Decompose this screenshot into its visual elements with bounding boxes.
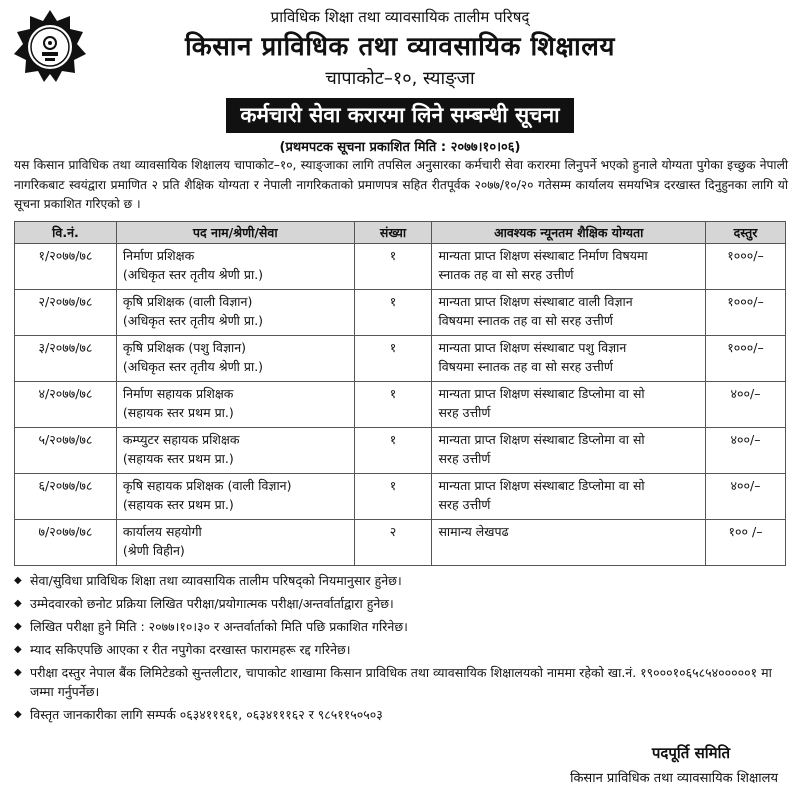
qualification-line: मान्यता प्राप्त शिक्षण संस्थाबाट डिप्लोमा वा सो [438, 431, 645, 447]
post-name: निर्माण सहायक प्रशिक्षक [122, 385, 234, 401]
vacancy-table [14, 221, 786, 566]
list-item: ◆ विस्तृत जानकारीका लागि सम्पर्क ०६३४१११६१, ०६३४१११६२ र ९८५११५०५०३ [14, 705, 788, 724]
cell-fee: ४००/– [706, 473, 786, 519]
organization-name: प्राविधिक शिक्षा तथा व्यावसायिक तालीम परिषद् [270, 8, 530, 26]
cell-qualification [432, 289, 706, 335]
signature-organization: किसान प्राविधिक तथा व्यावसायिक शिक्षालय [570, 771, 778, 786]
column-header-qualification: आवश्यक न्यूनतम शैक्षिक योग्यता [432, 221, 706, 243]
qualification-line: सामान्य लेखपढ [438, 523, 509, 539]
signature-block [570, 743, 778, 786]
cell-count: १ [354, 243, 432, 289]
qualification-line: मान्यता प्राप्त शिक्षण संस्थाबाट वाली विज्ञान [438, 293, 633, 309]
table-row [15, 519, 786, 565]
cell-sn: ७/२०७७/७८ [15, 519, 117, 565]
list-item: ◆ सेवा/सुविधा प्राविधिक शिक्षा तथा व्यावसायिक तालीम परिषद्को नियमानुसार हुनेछ। [14, 571, 788, 590]
cell-qualification [432, 381, 706, 427]
post-level: (सहायक स्तर प्रथम प्रा.) [122, 450, 234, 466]
cell-count: १ [354, 289, 432, 335]
cell-post [116, 519, 354, 565]
qualification-line: सरह उत्तीर्ण [438, 404, 491, 420]
cell-fee: १०० /– [706, 519, 786, 565]
cell-count: २ [354, 519, 432, 565]
post-name: निर्माण प्रशिक्षक [122, 247, 195, 263]
table-row [15, 335, 786, 381]
qualification-line: मान्यता प्राप्त शिक्षण संस्थाबाट निर्माण विषयमा [438, 247, 648, 263]
qualification-line: सरह उत्तीर्ण [438, 496, 491, 512]
column-header-count: संख्या [354, 221, 432, 243]
post-level: (श्रेणी विहीन) [122, 542, 185, 558]
cell-sn: ३/२०७७/७८ [15, 335, 117, 381]
column-header-fee: दस्तुर [706, 221, 786, 243]
cell-post [116, 335, 354, 381]
qualification-line: विषयमा स्नातक तह वा सो सरह उत्तीर्ण [438, 358, 613, 374]
cell-post [116, 289, 354, 335]
letterhead [0, 0, 800, 98]
cell-fee: ४००/– [706, 427, 786, 473]
notice-intro: यस किसान प्राविधिक तथा व्यावसायिक शिक्षालय चापाकोट–१०, स्याङ्जाका लागि तपसिल अनुसारका कर्मचारी सेवा करारमा लिनुपर्ने भएको हुनाले योग्यता पुगेका इच्छुक नेपाली नागरिकबाट स्वयंद्वारा प्रमाणित २ प्रति शैक्षिक योग्यता र नेपाली नागरिकताको प्रमाणपत्र सहित रीतपूर्वक २०७७/१०/२० गतेसम्म कार्यालय समयभित्र दरखास्त दिनुहुनका लागि यो सूचना प्रकाशित गरिएको छ । [14, 158, 788, 211]
cell-sn: १/२०७७/७८ [15, 243, 117, 289]
cell-sn: ५/२०७७/७८ [15, 427, 117, 473]
cell-sn: २/२०७७/७८ [15, 289, 117, 335]
cell-post [116, 427, 354, 473]
qualification-line: सरह उत्तीर्ण [438, 450, 491, 466]
cell-sn: ४/२०७७/७८ [15, 381, 117, 427]
cell-count: १ [354, 473, 432, 519]
list-item: ◆ उम्मेदवारको छनोट प्रक्रिया लिखित परीक्षा/प्रयोगात्मक परीक्षा/अन्तर्वार्ताद्वारा हुनेछ। [14, 594, 788, 613]
qualification-line: मान्यता प्राप्त शिक्षण संस्थाबाट डिप्लोमा वा सो [438, 385, 645, 401]
list-item: ◆ लिखित परीक्षा हुने मिति : २०७७।१०।३० र अन्तर्वार्ताको मिति पछि प्रकाशित गरिनेछ। [14, 617, 788, 636]
qualification-line: मान्यता प्राप्त शिक्षण संस्थाबाट पशु विज्ञान [438, 339, 627, 355]
terms-list [14, 571, 788, 724]
table-row [15, 427, 786, 473]
cell-post [116, 381, 354, 427]
cell-post [116, 473, 354, 519]
notice-title-bar [0, 98, 800, 133]
list-item: ◆ म्याद सकिएपछि आएका र रीत नपुगेका दरखास्त फारामहरू रद्द गरिनेछ। [14, 640, 788, 659]
qualification-line: मान्यता प्राप्त शिक्षण संस्थाबाट डिप्लोमा वा सो [438, 477, 645, 493]
cell-qualification [432, 335, 706, 381]
cell-fee: १०००/– [706, 335, 786, 381]
cell-qualification [432, 473, 706, 519]
published-date: (प्रथमपटक सूचना प्रकाशित मिति : २०७७।१०।०६) [279, 140, 521, 155]
cell-fee: ४००/– [706, 381, 786, 427]
qualification-line: विषयमा स्नातक तह वा सो सरह उत्तीर्ण [438, 312, 613, 328]
post-name: कार्यालय सहयोगी [122, 523, 202, 539]
cell-count: १ [354, 427, 432, 473]
committee-title: पदपूर्ति समिति [651, 744, 730, 762]
school-address: चापाकोट–१०, स्याङ्जा [325, 68, 475, 89]
table-row [15, 243, 786, 289]
column-header-post: पद नाम/श्रेणी/सेवा [116, 221, 354, 243]
cell-count: १ [354, 335, 432, 381]
post-level: (सहायक स्तर प्रथम प्रा.) [122, 496, 234, 512]
post-level: (सहायक स्तर प्रथम प्रा.) [122, 404, 234, 420]
table-row [15, 381, 786, 427]
post-name: कृषि प्रशिक्षक (पशु विज्ञान) [122, 339, 247, 355]
post-name: कृषि प्रशिक्षक (वाली विज्ञान) [122, 293, 253, 309]
table-row [15, 473, 786, 519]
cell-fee: १०००/– [706, 289, 786, 335]
post-name: कृषि सहायक प्रशिक्षक (वाली विज्ञान) [122, 477, 292, 493]
cell-sn: ६/२०७७/७८ [15, 473, 117, 519]
post-level: (अधिकृत स्तर तृतीय श्रेणी प्रा.) [122, 358, 264, 374]
school-name: किसान प्राविधिक तथा व्यावसायिक शिक्षालय [185, 32, 615, 62]
qualification-line: स्नातक तह वा सो सरह उत्तीर्ण [438, 266, 574, 282]
cell-qualification [432, 519, 706, 565]
list-item: ◆ परीक्षा दस्तुर नेपाल बैंक लिमिटेडको सुन्तलीटार, चापाकोट शाखामा किसान प्राविधिक तथा व्यावसायिक शिक्षालयको नाममा रहेको खा.नं. १९०००१०६५८५४०००००१ मा जम्मा गर्नुपर्नेछ। [14, 663, 788, 701]
cell-post [116, 243, 354, 289]
notice-title: कर्मचारी सेवा करारमा लिने सम्बन्धी सूचना [226, 98, 573, 133]
cell-count: १ [354, 381, 432, 427]
table-header-row [15, 221, 786, 243]
post-level: (अधिकृत स्तर तृतीय श्रेणी प्रा.) [122, 312, 264, 328]
column-header-sn: वि.नं. [15, 221, 117, 243]
post-name: कम्प्युटर सहायक प्रशिक्षक [122, 431, 240, 447]
cell-qualification [432, 243, 706, 289]
cell-qualification [432, 427, 706, 473]
post-level: (अधिकृत स्तर तृतीय श्रेणी प्रा.) [122, 266, 264, 282]
cell-fee: १०००/– [706, 243, 786, 289]
table-row [15, 289, 786, 335]
